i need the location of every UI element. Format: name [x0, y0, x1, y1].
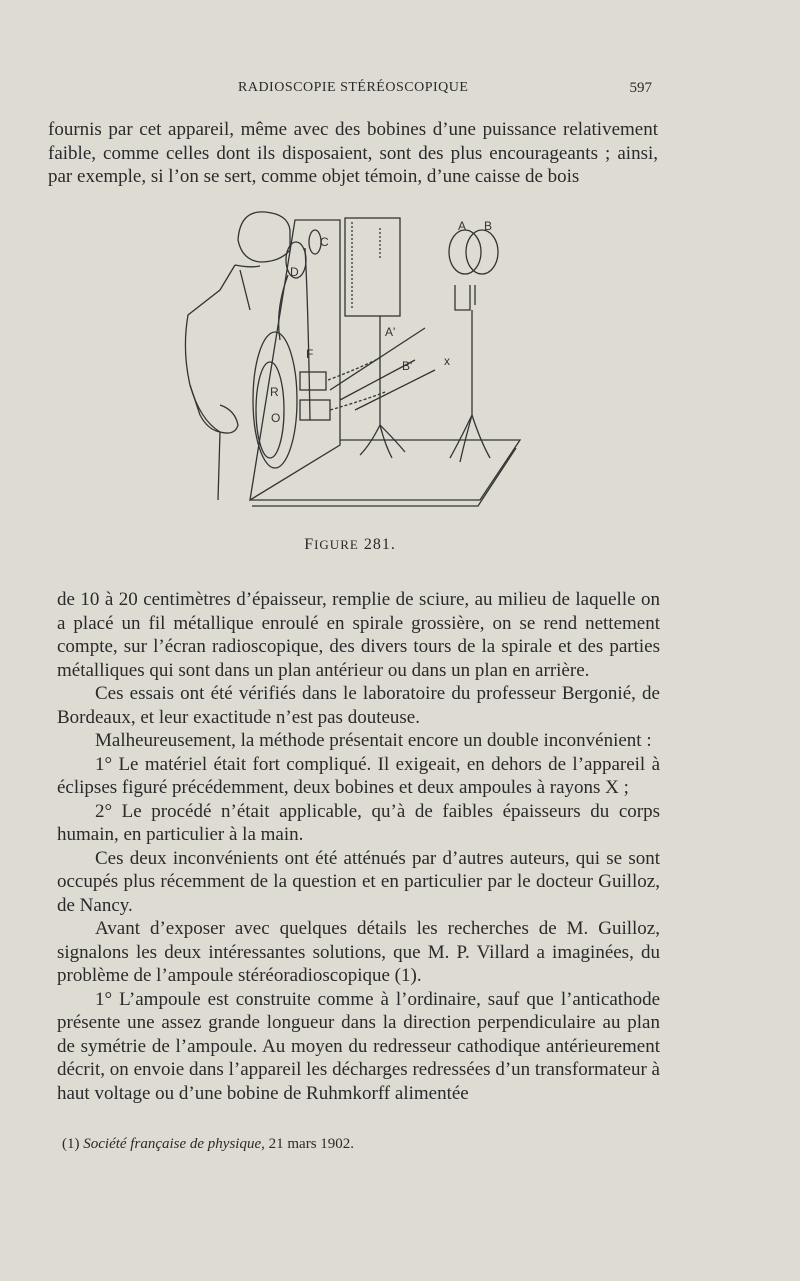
- label-o: O: [271, 411, 281, 425]
- lower-coil: [300, 400, 330, 420]
- paragraph-2: Ces essais ont été vérifiés dans le laboratoire du professeur Bergonié, de Bordeaux, et leur exactitude n’est pas douteuse.: [57, 683, 660, 728]
- footnote: [62, 1136, 662, 1153]
- observer-head: [238, 212, 290, 262]
- page-header: [50, 80, 652, 102]
- running-title: RADIOSCOPIE STÉRÉOSCOPIQUE: [238, 80, 469, 95]
- label-a-prime: A': [385, 325, 396, 339]
- bulb-stand: [450, 310, 490, 462]
- caption-initial: F: [304, 536, 315, 553]
- figure-caption: [0, 536, 700, 554]
- intro-paragraph: fournis par cet appareil, même avec des bobines d’une puissance relativement faible, comme celles dont ils disposaient, sont des plus encourageants ; ainsi, par exemple, si l’on se sert, comme objet témoin, d’une caisse de bois: [48, 119, 658, 187]
- caption-number: 281.: [363, 536, 396, 553]
- paragraph-3: Malheureusement, la méthode présentait encore un double inconvénient :: [95, 730, 652, 751]
- paragraph-6: Ces deux inconvénients ont été atténués par d’autres auteurs, qui se sont occupés plus récemment de la question et en particulier par le docteur Guilloz, de Nancy.: [57, 847, 660, 916]
- radioscopic-screen: [345, 218, 400, 316]
- label-a: A: [458, 219, 467, 233]
- x-ray-bulb-b: [466, 230, 498, 274]
- label-r: R: [270, 385, 279, 399]
- paragraph-4: 1° Le matériel était fort compliqué. Il exigeait, en dehors de l’appareil à éclipses figuré précédemment, deux bobines et deux ampoules à rayons X ;: [57, 753, 660, 798]
- coil-spiral-wire: [328, 358, 385, 410]
- page-number: 597: [629, 80, 652, 96]
- x-ray-arrows: [330, 328, 435, 410]
- paragraph-7: Avant d’exposer avec quelques détails les recherches de M. Guilloz, signalons les deux intéressantes solutions, que M. P. Villard a imaginées, du problème de l’ampoule stéréoradioscopique (1).: [57, 918, 660, 986]
- label-d: D: [290, 265, 299, 279]
- label-f: F: [306, 347, 314, 361]
- footnote-marker: (1): [62, 1136, 80, 1152]
- caption-word: IGURE: [314, 537, 359, 552]
- screen-stand: [360, 316, 405, 458]
- observer-arm: [190, 385, 238, 433]
- body-text: [57, 588, 660, 1105]
- intro-text: [48, 118, 658, 189]
- label-c: C: [320, 235, 329, 249]
- label-x: x: [444, 354, 450, 368]
- footnote-source: Société française de physique: [83, 1136, 262, 1152]
- eclipse-disc: [253, 332, 297, 468]
- footnote-date: , 21 mars 1902.: [261, 1136, 355, 1152]
- label-b: B: [484, 219, 493, 233]
- observer-body: [185, 265, 260, 500]
- paragraph-1: de 10 à 20 centimètres d’épaisseur, remplie de sciure, au milieu de laquelle on a placé un fil métallique enroulé en spirale grossière, on se rend nettement compte, sur l’écran radioscopique, des divers tours de la spirale et des parties métalliques qui sont dans un plan antérieur ou dans un plan en arrière.: [57, 589, 660, 681]
- paragraph-5: 2° Le procédé n’était applicable, qu’à de faibles épaisseurs du corps humain, en particulier à la main.: [57, 800, 660, 845]
- figure-281-illustration: [180, 200, 530, 520]
- paragraph-8: 1° L’ampoule est construite comme à l’ordinaire, sauf que l’anticathode présente une assez grande longueur dans la direction perpendiculaire au plan de symétrie de l’ampoule. Au moyen du redresseur cathodique antérieurement décrit, on envoie dans l’appareil les décharges redressées d’un transformateur à haut voltage ou d’une bobine de Ruhmkorff alimentée: [57, 988, 660, 1104]
- x-ray-bulb-a: [449, 230, 481, 274]
- label-b-prime: B': [402, 359, 413, 373]
